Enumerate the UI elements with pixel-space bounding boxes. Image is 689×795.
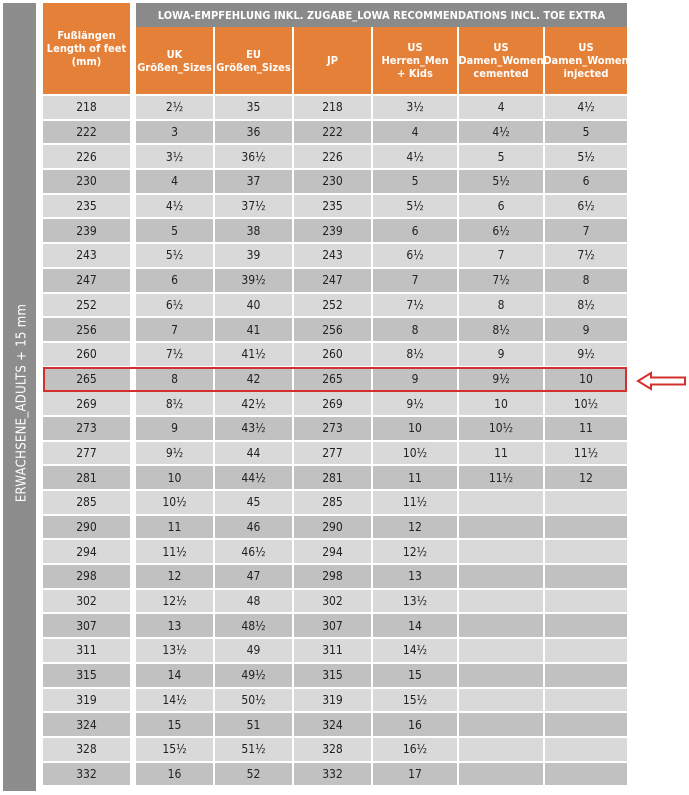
size-cell: 5½ xyxy=(545,143,627,168)
size-cell: 6½ xyxy=(373,242,459,267)
table-row xyxy=(136,736,627,761)
size-cell: 252 xyxy=(294,292,373,317)
foot-length-row xyxy=(43,193,130,218)
size-cell xyxy=(459,489,545,514)
size-cell: 9 xyxy=(373,366,459,391)
size-cell xyxy=(459,662,545,687)
table-row xyxy=(136,514,627,539)
size-cell: 5 xyxy=(545,119,627,144)
foot-length-row xyxy=(43,538,130,563)
foot-length-row xyxy=(43,168,130,193)
size-cell xyxy=(545,637,627,662)
size-cell: 49½ xyxy=(215,662,294,687)
size-cell: 13 xyxy=(373,563,459,588)
size-cell: 37½ xyxy=(215,193,294,218)
size-cell: 16½ xyxy=(373,736,459,761)
size-cell: 41½ xyxy=(215,341,294,366)
size-cell: 8½ xyxy=(459,316,545,341)
table-row xyxy=(136,489,627,514)
size-cell: 15½ xyxy=(136,736,215,761)
foot-length-row xyxy=(43,464,130,489)
size-cell: 16 xyxy=(373,711,459,736)
size-cell: 8½ xyxy=(545,292,627,317)
column-header xyxy=(459,27,545,94)
column-header xyxy=(294,27,373,94)
size-cell: 315 xyxy=(294,662,373,687)
foot-length-row xyxy=(43,217,130,242)
size-cell: 4 xyxy=(373,119,459,144)
size-cell: 43½ xyxy=(215,415,294,440)
size-cell: 8 xyxy=(373,316,459,341)
size-cell: 7 xyxy=(373,267,459,292)
size-cell: 239 xyxy=(294,217,373,242)
size-cell: 49 xyxy=(215,637,294,662)
size-cell: 47 xyxy=(215,563,294,588)
foot-length-row xyxy=(43,588,130,613)
size-cell: 15½ xyxy=(373,687,459,712)
size-cell: 17 xyxy=(373,761,459,786)
size-cell: 7½ xyxy=(545,242,627,267)
foot-length-cell: 307 xyxy=(43,612,130,637)
table-row xyxy=(136,761,627,786)
table-row xyxy=(136,193,627,218)
table-row xyxy=(136,440,627,465)
size-cell: 6½ xyxy=(459,217,545,242)
size-cell: 10 xyxy=(373,415,459,440)
size-cell: 260 xyxy=(294,341,373,366)
foot-length-row xyxy=(43,143,130,168)
size-cell xyxy=(545,687,627,712)
size-cell: 9½ xyxy=(373,390,459,415)
size-cell: 36 xyxy=(215,119,294,144)
size-cell: 11½ xyxy=(373,489,459,514)
foot-length-cell: 218 xyxy=(43,94,130,119)
size-cell: 7 xyxy=(459,242,545,267)
column-header-text: EU Größen_Sizes xyxy=(216,47,291,74)
size-cell: 5½ xyxy=(136,242,215,267)
size-cell: 48½ xyxy=(215,612,294,637)
size-cell: 3½ xyxy=(373,94,459,119)
table-row xyxy=(136,119,627,144)
foot-length-row xyxy=(43,637,130,662)
foot-length-row xyxy=(43,415,130,440)
size-cell: 5 xyxy=(136,217,215,242)
size-cell: 14 xyxy=(373,612,459,637)
size-cell: 11½ xyxy=(459,464,545,489)
size-cell: 302 xyxy=(294,588,373,613)
table-row xyxy=(136,316,627,341)
size-cell: 4½ xyxy=(459,119,545,144)
size-cell: 4 xyxy=(459,94,545,119)
size-cell: 13½ xyxy=(373,588,459,613)
size-cell xyxy=(459,761,545,786)
size-cell: 12½ xyxy=(136,588,215,613)
foot-length-cell: 226 xyxy=(43,143,130,168)
size-cell xyxy=(459,538,545,563)
size-cell: 324 xyxy=(294,711,373,736)
size-cell xyxy=(545,489,627,514)
size-cell: 290 xyxy=(294,514,373,539)
table-row xyxy=(136,538,627,563)
size-cell xyxy=(545,588,627,613)
table-row xyxy=(136,143,627,168)
foot-length-cell: 230 xyxy=(43,168,130,193)
size-cell xyxy=(545,563,627,588)
size-cell: 42½ xyxy=(215,390,294,415)
size-cell xyxy=(545,761,627,786)
foot-length-cell: 332 xyxy=(43,761,130,786)
size-cell: 8 xyxy=(136,366,215,391)
foot-length-row xyxy=(43,316,130,341)
size-cell: 235 xyxy=(294,193,373,218)
size-cell: 14 xyxy=(136,662,215,687)
size-cell: 230 xyxy=(294,168,373,193)
size-cell: 12½ xyxy=(373,538,459,563)
size-cell: 294 xyxy=(294,538,373,563)
size-cell: 269 xyxy=(294,390,373,415)
size-cell: 11 xyxy=(373,464,459,489)
size-cell: 4½ xyxy=(373,143,459,168)
size-cell: 9½ xyxy=(136,440,215,465)
foot-length-row xyxy=(43,119,130,144)
foot-length-row xyxy=(43,612,130,637)
size-cell: 222 xyxy=(294,119,373,144)
size-cell: 9 xyxy=(545,316,627,341)
size-cell: 4½ xyxy=(545,94,627,119)
size-cell: 52 xyxy=(215,761,294,786)
size-cell: 13½ xyxy=(136,637,215,662)
recommendation-banner: LOWA-EMPFEHLUNG INKL. ZUGABE_LOWA RECOMMENDATIONS INCL. TOE EXTRA xyxy=(136,3,627,27)
size-cell: 41 xyxy=(215,316,294,341)
size-cell: 319 xyxy=(294,687,373,712)
table-row xyxy=(136,662,627,687)
foot-length-cell: 252 xyxy=(43,292,130,317)
size-cell: 35 xyxy=(215,94,294,119)
size-cell: 51 xyxy=(215,711,294,736)
table-row xyxy=(136,94,627,119)
foot-length-row xyxy=(43,736,130,761)
table-row xyxy=(136,637,627,662)
foot-length-body xyxy=(43,94,130,785)
foot-length-row xyxy=(43,687,130,712)
size-cell: 298 xyxy=(294,563,373,588)
size-grid xyxy=(136,3,627,785)
table-row xyxy=(136,217,627,242)
highlighted-row-frame xyxy=(43,367,627,392)
size-cell: 285 xyxy=(294,489,373,514)
size-cell: 4½ xyxy=(136,193,215,218)
size-cell: 12 xyxy=(373,514,459,539)
size-cell: 3½ xyxy=(136,143,215,168)
size-cell: 8½ xyxy=(136,390,215,415)
column-header-text: US Herren_Men + Kids xyxy=(381,41,449,80)
size-cell: 6 xyxy=(136,267,215,292)
size-cell xyxy=(459,612,545,637)
column-headers xyxy=(136,27,627,94)
size-cell: 46½ xyxy=(215,538,294,563)
table-row xyxy=(136,687,627,712)
size-cell: 46 xyxy=(215,514,294,539)
size-cell: 277 xyxy=(294,440,373,465)
size-cell: 243 xyxy=(294,242,373,267)
size-cell: 6 xyxy=(545,168,627,193)
size-cell: 5½ xyxy=(459,168,545,193)
size-cell: 9 xyxy=(459,341,545,366)
table-row xyxy=(136,464,627,489)
side-label: ERWACHSENE_ADULTS + 15 mm xyxy=(14,303,30,503)
foot-length-row xyxy=(43,563,130,588)
size-cell: 247 xyxy=(294,267,373,292)
foot-length-cell: 277 xyxy=(43,440,130,465)
size-cell: 45 xyxy=(215,489,294,514)
size-cell xyxy=(459,514,545,539)
size-grid-body xyxy=(136,94,627,785)
size-cell xyxy=(459,687,545,712)
foot-length-row xyxy=(43,514,130,539)
foot-length-cell: 294 xyxy=(43,538,130,563)
foot-length-cell: 260 xyxy=(43,341,130,366)
table-row xyxy=(136,711,627,736)
size-cell: 10 xyxy=(136,464,215,489)
size-cell: 8 xyxy=(545,267,627,292)
size-cell: 9½ xyxy=(545,341,627,366)
foot-length-row xyxy=(43,440,130,465)
size-cell xyxy=(545,538,627,563)
size-cell: 2½ xyxy=(136,94,215,119)
table-row xyxy=(136,168,627,193)
table-row xyxy=(136,390,627,415)
size-cell: 15 xyxy=(373,662,459,687)
size-cell: 39½ xyxy=(215,267,294,292)
size-cell xyxy=(545,736,627,761)
foot-length-cell: 285 xyxy=(43,489,130,514)
size-cell: 42 xyxy=(215,366,294,391)
size-cell: 328 xyxy=(294,736,373,761)
foot-length-cell: 222 xyxy=(43,119,130,144)
foot-length-cell: 269 xyxy=(43,390,130,415)
size-cell: 273 xyxy=(294,415,373,440)
foot-length-row xyxy=(43,267,130,292)
size-cell xyxy=(459,637,545,662)
size-cell: 7½ xyxy=(373,292,459,317)
size-cell: 11 xyxy=(545,415,627,440)
foot-length-row xyxy=(43,94,130,119)
foot-length-cell: 243 xyxy=(43,242,130,267)
size-cell: 4 xyxy=(136,168,215,193)
foot-length-cell: 315 xyxy=(43,662,130,687)
table-row xyxy=(136,415,627,440)
size-cell: 311 xyxy=(294,637,373,662)
foot-length-cell: 324 xyxy=(43,711,130,736)
size-cell: 8½ xyxy=(373,341,459,366)
left-arrow-outline-icon xyxy=(636,371,688,391)
size-cell xyxy=(459,736,545,761)
size-cell: 12 xyxy=(545,464,627,489)
size-cell: 36½ xyxy=(215,143,294,168)
foot-length-cell: 298 xyxy=(43,563,130,588)
size-cell: 13 xyxy=(136,612,215,637)
size-cell: 9½ xyxy=(459,366,545,391)
column-header-text: US Damen_Women injected xyxy=(543,41,629,80)
foot-length-row xyxy=(43,292,130,317)
size-cell: 6½ xyxy=(545,193,627,218)
foot-length-row xyxy=(43,662,130,687)
foot-length-cell: 319 xyxy=(43,687,130,712)
size-cell: 226 xyxy=(294,143,373,168)
size-cell xyxy=(459,588,545,613)
column-header xyxy=(373,27,459,94)
foot-length-row xyxy=(43,489,130,514)
foot-length-cell: 302 xyxy=(43,588,130,613)
foot-length-row xyxy=(43,242,130,267)
table-row xyxy=(136,292,627,317)
size-cell: 7 xyxy=(545,217,627,242)
column-header xyxy=(136,27,215,94)
size-cell: 218 xyxy=(294,94,373,119)
size-cell: 10½ xyxy=(373,440,459,465)
size-cell: 5½ xyxy=(373,193,459,218)
foot-length-row xyxy=(43,341,130,366)
table-row xyxy=(136,612,627,637)
size-cell: 6½ xyxy=(136,292,215,317)
size-cell: 50½ xyxy=(215,687,294,712)
size-cell: 51½ xyxy=(215,736,294,761)
size-cell: 5 xyxy=(373,168,459,193)
size-cell: 14½ xyxy=(136,687,215,712)
size-cell: 44½ xyxy=(215,464,294,489)
foot-length-header xyxy=(43,3,130,94)
size-cell: 11½ xyxy=(545,440,627,465)
size-cell: 40 xyxy=(215,292,294,317)
foot-length-row xyxy=(43,761,130,786)
size-cell: 10 xyxy=(545,366,627,391)
size-cell: 48 xyxy=(215,588,294,613)
foot-length-cell: 239 xyxy=(43,217,130,242)
size-cell: 3 xyxy=(136,119,215,144)
size-cell: 37 xyxy=(215,168,294,193)
foot-length-row xyxy=(43,711,130,736)
size-cell: 10½ xyxy=(459,415,545,440)
foot-length-cell: 328 xyxy=(43,736,130,761)
size-cell: 12 xyxy=(136,563,215,588)
size-cell: 38 xyxy=(215,217,294,242)
size-cell: 7½ xyxy=(136,341,215,366)
column-header xyxy=(545,27,627,94)
foot-length-cell: 247 xyxy=(43,267,130,292)
foot-length-header-text: Fußlängen Length of feet (mm) xyxy=(46,29,127,68)
foot-length-cell: 265 xyxy=(43,366,130,391)
size-cell: 11½ xyxy=(136,538,215,563)
size-cell: 39 xyxy=(215,242,294,267)
table-row xyxy=(136,267,627,292)
foot-length-cell: 256 xyxy=(43,316,130,341)
size-cell: 9 xyxy=(136,415,215,440)
size-cell: 10½ xyxy=(136,489,215,514)
size-cell: 8 xyxy=(459,292,545,317)
size-cell: 10 xyxy=(459,390,545,415)
size-cell xyxy=(545,711,627,736)
column-header-text: UK Größen_Sizes xyxy=(137,47,212,74)
size-cell: 6 xyxy=(373,217,459,242)
size-cell: 265 xyxy=(294,366,373,391)
column-header-text: JP xyxy=(327,54,338,67)
size-cell: 5 xyxy=(459,143,545,168)
size-cell: 7½ xyxy=(459,267,545,292)
foot-length-cell: 311 xyxy=(43,637,130,662)
foot-length-cell: 290 xyxy=(43,514,130,539)
table-row xyxy=(136,341,627,366)
foot-length-cell: 235 xyxy=(43,193,130,218)
size-cell xyxy=(545,612,627,637)
table-row xyxy=(136,563,627,588)
size-cell: 15 xyxy=(136,711,215,736)
size-cell xyxy=(545,662,627,687)
size-cell: 7 xyxy=(136,316,215,341)
size-cell: 332 xyxy=(294,761,373,786)
size-cell: 16 xyxy=(136,761,215,786)
size-cell: 307 xyxy=(294,612,373,637)
size-cell xyxy=(459,711,545,736)
table-row xyxy=(136,588,627,613)
table-row xyxy=(136,242,627,267)
column-header-text: US Damen_Women cemented xyxy=(458,41,544,80)
column-header xyxy=(215,27,294,94)
size-cell: 11 xyxy=(136,514,215,539)
size-cell: 256 xyxy=(294,316,373,341)
foot-length-column xyxy=(43,3,130,785)
size-cell xyxy=(545,514,627,539)
foot-length-row xyxy=(43,390,130,415)
foot-length-cell: 281 xyxy=(43,464,130,489)
size-cell xyxy=(459,563,545,588)
size-cell: 281 xyxy=(294,464,373,489)
size-cell: 11 xyxy=(459,440,545,465)
size-cell: 14½ xyxy=(373,637,459,662)
size-cell: 44 xyxy=(215,440,294,465)
size-cell: 6 xyxy=(459,193,545,218)
foot-length-cell: 273 xyxy=(43,415,130,440)
size-cell: 10½ xyxy=(545,390,627,415)
side-band xyxy=(3,3,36,791)
